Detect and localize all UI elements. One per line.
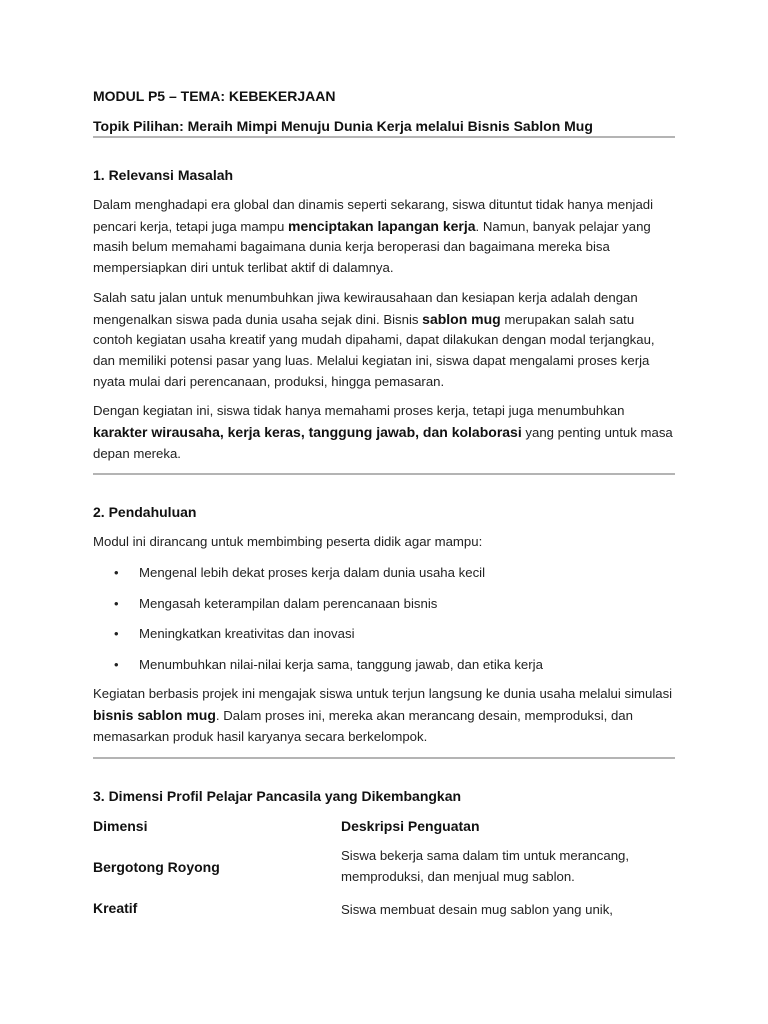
list-item: • Mengenal lebih dekat proses kerja dalam dunia usaha kecil [93, 563, 675, 583]
table-row [93, 836, 675, 900]
table-cell-deskripsi: Siswa bekerja sama dalam tim untuk merancang, memproduksi, dan menjual mug sablon. [341, 848, 630, 885]
section-2-heading: 2. Pendahuluan [93, 504, 197, 521]
table-header-deskripsi: Deskripsi Penguatan [341, 818, 480, 835]
bullet-icon: • [114, 656, 119, 672]
section-3-heading: 3. Dimensi Profil Pelajar Pancasila yang Dikembangkan [93, 788, 462, 805]
topic-title: Topik Pilihan: Meraih Mimpi Menuju Dunia Kerja melalui Bisnis Sablon Mug [93, 118, 593, 134]
table-header-dimensi: Dimensi [93, 818, 148, 835]
section-2-paragraph: Kegiatan berbasis projek ini mengajak siswa untuk terjun langsung ke dunia usaha melalui simulasi bisnis sablon mug. Dalam proses ini, mereka akan merancang desain, memproduksi, dan memasarkan produk hasil karyanya secara berkelompok. [93, 686, 673, 744]
objectives-list [93, 563, 675, 675]
section-1-paragraph-1: Dalam menghadapi era global dan dinamis seperti sekarang, siswa dituntut tidak hanya menjadi pencari kerja, tetapi juga mampu menciptakan lapangan kerja. Namun, banyak pelajar yang masih belum memahami bagaimana dunia kerja beroperasi dan bagaimana mereka bisa mempersiapkan diri untuk terlibat aktif di dalamnya. [93, 197, 654, 276]
section-1-heading: 1. Relevansi Masalah [93, 167, 234, 183]
table-cell-dimensi: Bergotong Royong [93, 859, 220, 876]
divider [93, 473, 675, 475]
dimension-table [93, 816, 675, 920]
bullet-icon: • [114, 595, 119, 611]
bullet-icon: • [114, 626, 119, 642]
table-cell-deskripsi: Siswa membuat desain mug sablon yang unik, [341, 902, 613, 918]
table-header-row [93, 816, 675, 836]
document-page [93, 86, 675, 920]
divider [93, 136, 675, 138]
divider [93, 757, 675, 759]
section-1-paragraph-2: Salah satu jalan untuk menumbuhkan jiwa kewirausahaan dan kesiapan kerja adalah dengan mengenalkan siswa pada dunia usaha sejak dini. Bisnis sablon mug merupakan salah satu contoh kegiatan usaha kreatif yang mudah dipahami, dapat dilakukan dengan modal terjangkau, dan memiliki potensi pasar yang luas. Melalui kegiatan ini, siswa dapat mengalami proses kerja nyata mulai dari perencanaan, produksi, hingga pemasaran. [93, 289, 655, 389]
table-cell-dimensi: Kreatif [93, 900, 138, 917]
list-item: • Menumbuhkan nilai-nilai kerja sama, tanggung jawab, dan etika kerja [93, 655, 675, 675]
section-2-intro: Modul ini dirancang untuk membimbing peserta didik agar mampu: [93, 534, 483, 550]
section-1-paragraph-3: Dengan kegiatan ini, siswa tidak hanya memahami proses kerja, tetapi juga menumbuhkan karakter wirausaha, kerja keras, tanggung jawab, dan kolaborasi yang penting untuk masa depan mereka. [93, 403, 673, 461]
list-item: • Meningkatkan kreativitas dan inovasi [93, 624, 675, 644]
list-item: • Mengasah keterampilan dalam perencanaan bisnis [93, 594, 675, 614]
module-title: MODUL P5 – TEMA: KEBEKERJAAN [93, 88, 336, 104]
bullet-icon: • [114, 565, 119, 581]
table-row [93, 900, 675, 920]
